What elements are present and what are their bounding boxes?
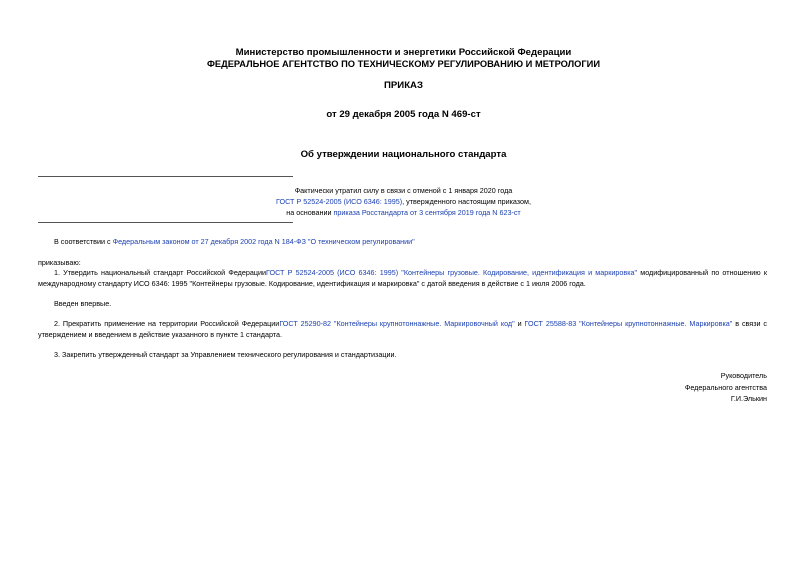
status-note-line2 (0, 197, 807, 206)
item-2-mid: и (514, 319, 525, 328)
preamble-text: В соответствии с (54, 237, 113, 246)
item-3: 3. Закрепить утвержденный стандарт за Управлением технического регулирования и стандартизации. (54, 350, 397, 359)
signature-position-2: Федерального агентства (684, 382, 767, 392)
doc-date: от 29 декабря 2005 года N 469-ст (326, 109, 481, 120)
gost-52524-link[interactable]: ГОСТ Р 52524-2005 (ИСО 6346: 1995) (276, 197, 403, 206)
preamble (38, 236, 767, 247)
item-1-text: 1. Утвердить национальный стандарт Российской Федерации (54, 268, 267, 277)
signature-block (685, 370, 767, 405)
item-2-text: 2. Прекратить применение на территории Российской Федерации (54, 319, 280, 328)
gost-25588-link[interactable]: ГОСТ 25588-83 "Контейнеры крупнотоннажные. Маркировка" (524, 319, 733, 328)
item-2-tail: в связи с утверждением и введением в действие указанного в пункте 1 стандарта. (38, 319, 768, 339)
item-2 (38, 318, 767, 340)
rosstandart-order-link[interactable]: приказа Росстандарта от 3 сентября 2019 года N 623-ст (333, 208, 521, 217)
item-1 (38, 267, 767, 289)
item-1-tail: модифицированный по отношению к международному стандарту ИСО 6346: 1995 "Контейнеры грузовые. Кодирование, идентификация и маркировка" с датой введения в действие с 1 июля 2006 года. (38, 268, 768, 288)
introduced-note: Введен впервые. (54, 299, 112, 308)
signature-name: Г.И.Элькин (730, 394, 767, 403)
gost-25290-link[interactable]: ГОСТ 25290-82 "Контейнеры крупнотоннажные. Маркировочный код" (279, 319, 515, 328)
doc-subject: Об утверждении национального стандарта (300, 149, 507, 160)
order-word: приказываю: (38, 258, 81, 267)
doc-type: ПРИКАЗ (384, 80, 423, 91)
gost-52524-title-link[interactable]: ГОСТ Р 52524-2005 (ИСО 6346: 1995) "Контейнеры грузовые. Кодирование, идентификация и маркировка" (266, 268, 638, 277)
status-note-line2-text: , утвержденного настоящим приказом, (402, 197, 531, 206)
signature-position-1: Руководитель (720, 371, 767, 380)
status-note-line3 (0, 208, 807, 217)
bottom-divider (38, 222, 293, 223)
ministry-title: Министерство промышленности и энергетики Российской Федерации (235, 47, 572, 58)
top-divider (38, 176, 293, 177)
federal-law-link[interactable]: Федеральным законом от 27 декабря 2002 года N 184-ФЗ "О техническом регулировании" (112, 237, 415, 246)
status-note-line1: Фактически утратил силу в связи с отменой с 1 января 2020 года (294, 186, 513, 195)
agency-title: ФЕДЕРАЛЬНОЕ АГЕНТСТВО ПО ТЕХНИЧЕСКОМУ РЕГУЛИРОВАНИЮ И МЕТРОЛОГИИ (206, 59, 601, 69)
status-note-line3-text: на основании (286, 208, 334, 217)
